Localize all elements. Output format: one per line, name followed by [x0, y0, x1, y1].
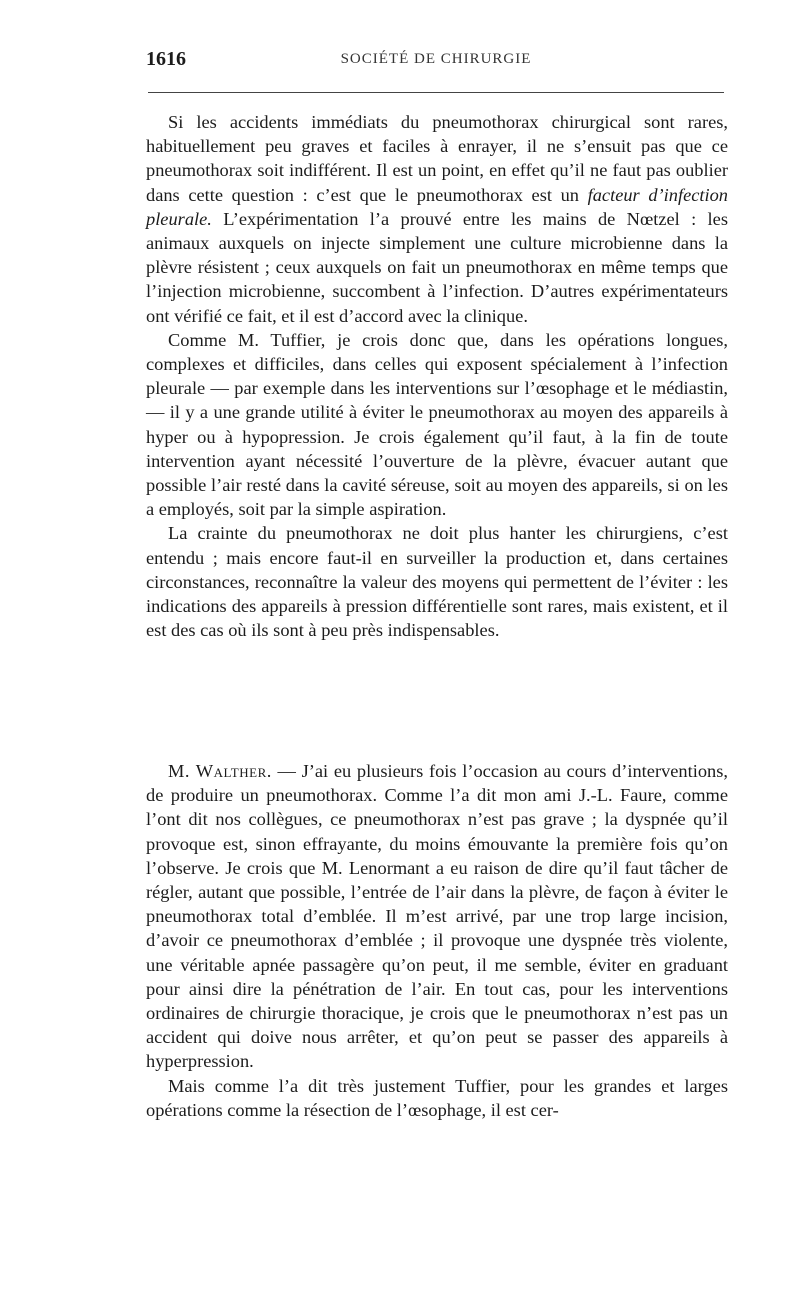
paragraph-text: Si les accidents immédiats du pneumothorax chirurgical sont rares, habituellement peu graves et faciles à enrayer, il ne s’ensuit pas que ce pneumothorax soit indifférent. Il est un point, en effet qu’il ne faut pas oublier dans cette question : c’est que le pneumothorax est un — [146, 112, 728, 205]
paragraph: Comme M. Tuffier, je crois donc que, dans les opérations longues, complexes et difficiles, dans celles qui exposent spécialement à l’infection pleurale — par exemple dans les interventions sur l’œsophage et le médiastin, — il y a une grande utilité à éviter le pneumothorax au moyen des appareils à hyper ou à hypopression. Je crois également qu’il faut, à la fin de toute intervention ayant nécessité l’ouverture de la plèvre, évacuer autant que possible l’air resté dans la cavité séreuse, soit au moyen des appareils, si on les a employés, soit par la simple aspiration. — [146, 329, 728, 520]
page-header — [146, 48, 726, 78]
italic-phrase: facteur d’infection pleurale. — [146, 184, 729, 229]
paragraph — [146, 110, 728, 328]
paragraph-text: L’expérimentation l’a prouvé entre les mains de Nœtzel : les animaux auxquels on injecte simplement une culture microbienne dans la plèvre résistent ; ceux auxquels on fait un pneumothorax en même temps que l’injection microbienne, succombent à l’infection. D’autres expérimentateurs ont vérifié ce fait, et il est d’accord avec la clinique. — [146, 208, 728, 326]
paragraph: La crainte du pneumothorax ne doit plus hanter les chirurgiens, c’est entendu ; mais encore faut-il en surveiller la production et, dans certaines circonstances, reconnaître la valeur des moyens qui permettent de l’éviter : les indications des appareils à pression différentielle sont rares, mais existent, et il est des cas où ils sont à peu près indispensables. — [146, 523, 728, 641]
body-text-intervention — [146, 759, 728, 1122]
body-text-top — [146, 110, 728, 642]
speaker-name: M. Walther. — [168, 761, 272, 781]
page-number: 1616 — [146, 48, 186, 70]
paragraph-text: — J’ai eu plusieurs fois l’occasion au cours d’interventions, de produire un pneumothorax. Comme l’a dit mon ami J.-L. Faure, comme l’ont dit nos collègues, ce pneumothorax n’est pas grave ; la dyspnée qu’il provoque est, sinon effrayante, du moins émouvante la première fois qu’on l’observe. Je crois que M. Lenormant a eu raison de dire qu’il faut tâcher de régler, autant que possible, l’entrée de l’air dans la plèvre, de façon à éviter le pneumothorax total d’emblée. Il m’est arrivé, par une trop large incision, d’avoir ce pneumothorax d’emblée ; il provoque une dyspnée très violente, une véritable apnée passagère qu’on peut, il me semble, éviter en graduant pour ainsi dire la pénétration de l’air. En tout cas, pour les interventions ordinaires de chirurgie thoracique, je crois que le pneumothorax n’est pas un accident qui doive nous arrêter, et qu’on peut se passer des appareils à hyperpression. — [146, 761, 728, 1072]
running-head: SOCIÉTÉ DE CHIRURGIE — [340, 51, 532, 67]
header-rule — [148, 92, 724, 93]
paragraph — [146, 759, 728, 1074]
paragraph: Mais comme l’a dit très justement Tuffier, pour les grandes et larges opérations comme la résection de l’œsophage, il est cer- — [146, 1075, 728, 1120]
